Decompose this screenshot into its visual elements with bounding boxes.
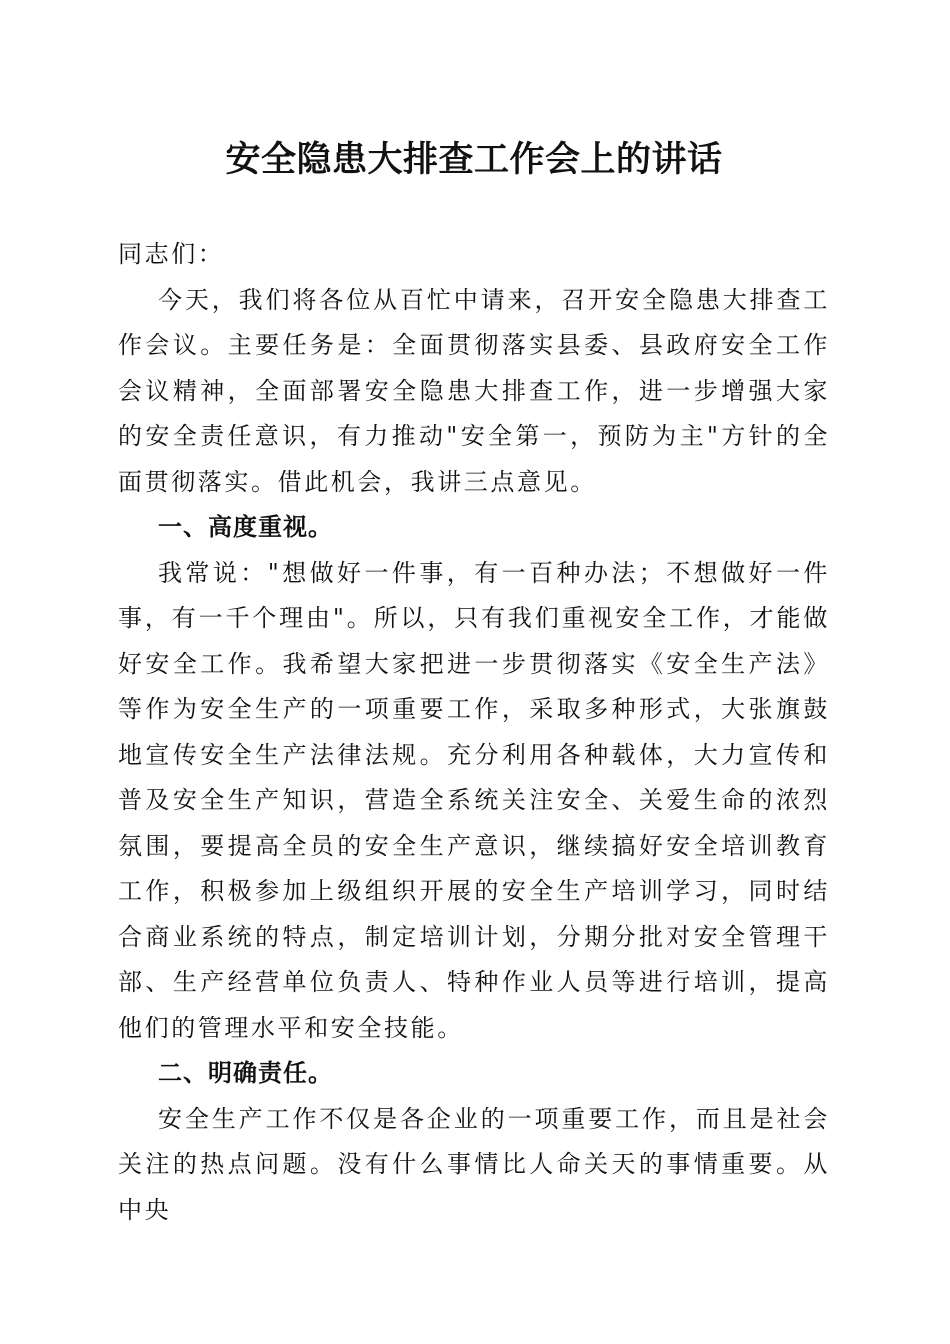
section-heading-2: 二、明确责任。 <box>158 1059 333 1087</box>
section-heading-1: 一、高度重视。 <box>158 513 333 541</box>
document-body <box>118 232 830 1233</box>
section-1-paragraph: 我常说："想做好一件事，有一百种办法；不想做好一件事，有一千个理由"。所以，只有我们重视安全工作，才能做好安全工作。我希望大家把进一步贯彻落实《安全生产法》等作为安全生产的一项重要工作，采取多种形式，大张旗鼓地宣传安全生产法律法规。充分利用各种载体，大力宣传和普及安全生产知识，营造全系统关注安全、关爱生命的浓烈氛围，要提高全员的安全生产意识，继续搞好安全培训教育工作，积极参加上级组织开展的安全生产培训学习，同时结合商业系统的特点，制定培训计划，分期分批对安全管理干部、生产经营单位负责人、特种作业人员等进行培训，提高他们的管理水平和安全技能。 <box>118 558 830 1042</box>
salutation: 同志们： <box>118 240 225 268</box>
section-2-paragraph: 安全生产工作不仅是各企业的一项重要工作，而且是社会关注的热点问题。没有什么事情比人命关天的事情重要。从中央 <box>118 1104 830 1224</box>
intro-paragraph: 今天，我们将各位从百忙中请来，召开安全隐患大排查工作会议。主要任务是：全面贯彻落实县委、县政府安全工作会议精神，全面部署安全隐患大排查工作，进一步增强大家的安全责任意识，有力推动"安全第一，预防为主"方针的全面贯彻落实。借此机会，我讲三点意见。 <box>118 285 830 496</box>
document-title: 安全隐患大排查工作会上的讲话 <box>225 139 723 180</box>
